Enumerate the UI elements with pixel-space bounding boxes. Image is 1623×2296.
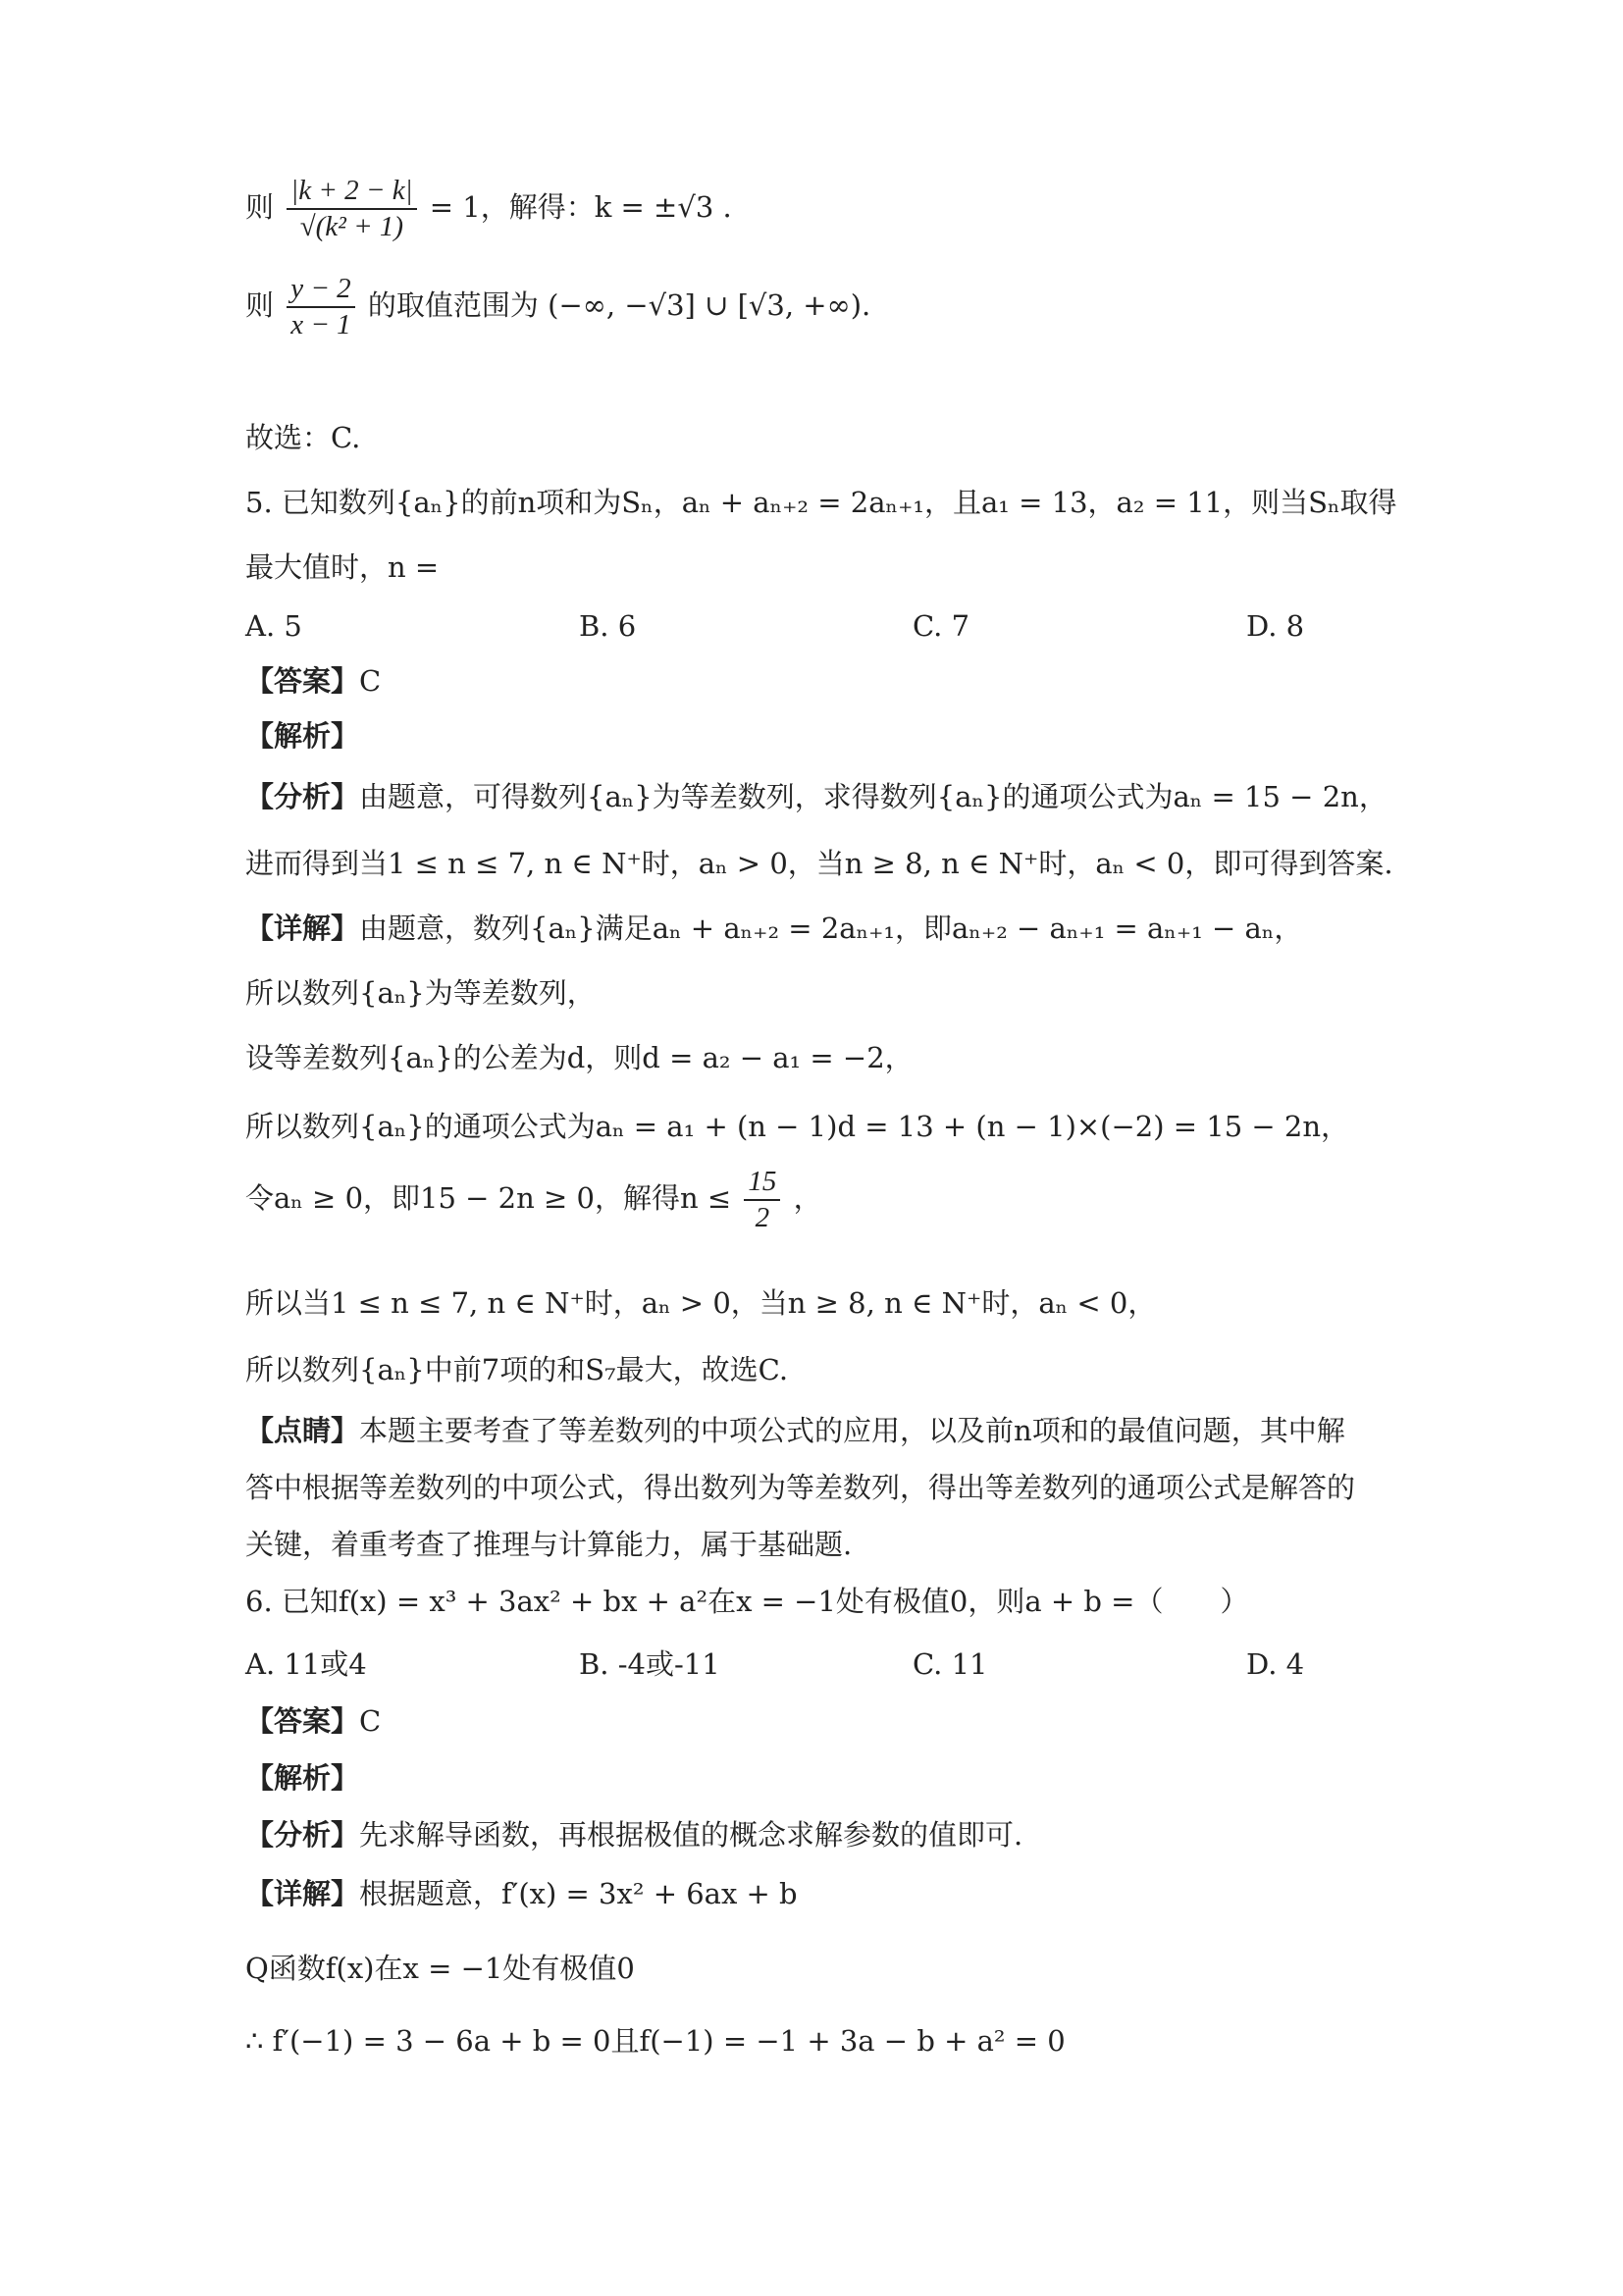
xiangjie-line-1	[245, 914, 1302, 943]
fenxi-tag: 【分析】	[245, 780, 360, 813]
xiangjie-tag: 【详解】	[245, 1877, 360, 1910]
fenxi-tag: 【分析】	[245, 1818, 360, 1852]
fraction-numerator: |k + 2 − k|	[287, 177, 416, 210]
xiangjie-line-3: ∴ f′(−1) = 3 − 6a + b = 0且f(−1) = −1 + 3a − b + a² = 0	[245, 2024, 1066, 2058]
text: = 1，解得：k = ±√3 .	[429, 190, 732, 224]
text: 根据题意，f′(x) = 3x² + 6ax + b	[359, 1877, 798, 1910]
text: 的取值范围为 (−∞, −√3] ∪ [√3, +∞).	[367, 288, 871, 322]
option-c: C. 7	[913, 609, 970, 643]
answer-line	[245, 1704, 382, 1738]
fraction-denominator: 2	[755, 1202, 770, 1233]
option-d: D. 8	[1246, 609, 1305, 643]
fenxi-line-2: 进而得到当1 ≤ n ≤ 7, n ∈ N⁺时，aₙ > 0，当n ≥ 8, n ∈ N⁺时，aₙ < 0，即可得到答案.	[245, 847, 1393, 880]
choice-line: 故选：C.	[245, 421, 361, 454]
xiangjie-line-4: 所以数列{aₙ}的通项公式为aₙ = a₁ + (n − 1)d = 13 + (n − 1)×(−2) = 15 − 2n，	[245, 1110, 1350, 1143]
option-c: C. 11	[913, 1647, 988, 1681]
text: 令aₙ ≥ 0，即15 − 2n ≥ 0，解得n ≤	[245, 1181, 732, 1215]
fraction-denominator: √(k² + 1)	[299, 211, 404, 242]
fraction-numerator: y − 2	[287, 275, 354, 308]
fraction-numerator: 15	[744, 1168, 780, 1201]
answer-line	[245, 664, 382, 698]
text: 本题主要考查了等差数列的中项公式的应用，以及前n项和的最值问题，其中解	[359, 1414, 1345, 1447]
fenxi-line	[245, 1818, 1023, 1852]
question-5-stem-line-1: 5. 已知数列{aₙ}的前n项和为Sₙ，aₙ + aₙ₊₂ = 2aₙ₊₁，且a₁ = 13，a₂ = 11，则当Sₙ取得	[245, 486, 1397, 519]
question-5-options	[245, 609, 1403, 646]
question-6-options	[245, 1647, 1403, 1684]
text: ，	[793, 1181, 822, 1215]
text: 由题意，可得数列{aₙ}为等差数列，求得数列{aₙ}的通项公式为aₙ = 15 − 2n，	[359, 780, 1387, 813]
dianjing-line-3: 关键，着重考查了推理与计算能力，属于基础题.	[245, 1528, 853, 1561]
analysis-heading: 【解析】	[245, 1761, 360, 1795]
option-b: B. 6	[579, 609, 637, 643]
option-d: D. 4	[1246, 1647, 1305, 1681]
xiangjie-line-3: 设等差数列{aₙ}的公差为d，则d = a₂ − a₁ = −2，	[245, 1041, 914, 1074]
dianjing-tag: 【点睛】	[245, 1414, 360, 1447]
analysis-heading: 【解析】	[245, 719, 360, 753]
text: 由题意，数列{aₙ}满足aₙ + aₙ₊₂ = 2aₙ₊₁，即aₙ₊₂ − aₙ₊₁ = aₙ₊₁ − aₙ，	[359, 912, 1303, 945]
option-a: A. 11或4	[245, 1647, 367, 1681]
solution-line-1	[245, 177, 732, 241]
xiangjie-line-1	[245, 1877, 798, 1910]
xiangjie-tag: 【详解】	[245, 912, 360, 945]
answer-value: C	[359, 1704, 382, 1738]
option-b: B. -4或-11	[579, 1647, 720, 1681]
solution-line-2	[245, 275, 870, 339]
text: 则	[245, 288, 275, 322]
fraction	[287, 275, 354, 339]
text: 先求解导函数，再根据极值的概念求解参数的值即可.	[359, 1818, 1023, 1852]
question-5-stem-line-2: 最大值时，n =	[245, 550, 440, 584]
fraction-denominator: x − 1	[290, 309, 351, 340]
answer-tag: 【答案】	[245, 1704, 360, 1738]
fraction	[287, 177, 416, 241]
xiangjie-line-2: 所以数列{aₙ}为等差数列，	[245, 976, 596, 1010]
fenxi-line-1	[245, 780, 1387, 813]
text: 则	[245, 190, 275, 224]
xiangjie-line-6: 所以当1 ≤ n ≤ 7, n ∈ N⁺时，aₙ > 0，当n ≥ 8, n ∈ N⁺时，aₙ < 0，	[245, 1286, 1157, 1320]
dianjing-line-1	[245, 1414, 1345, 1447]
xiangjie-line-5	[245, 1168, 822, 1232]
option-a: A. 5	[245, 609, 302, 643]
question-6-stem: 6. 已知f(x) = x³ + 3ax² + bx + a²在x = −1处有极值0，则a + b =（ ）	[245, 1585, 1249, 1618]
xiangjie-line-7: 所以数列{aₙ}中前7项的和S₇最大，故选C.	[245, 1353, 789, 1386]
xiangjie-line-2: Q函数f(x)在x = −1处有极值0	[245, 1952, 635, 1985]
dianjing-line-2: 答中根据等差数列的中项公式，得出数列为等差数列，得出等差数列的通项公式是解答的	[245, 1471, 1356, 1504]
fraction	[744, 1168, 780, 1232]
answer-tag: 【答案】	[245, 664, 360, 698]
answer-value: C	[359, 664, 382, 698]
